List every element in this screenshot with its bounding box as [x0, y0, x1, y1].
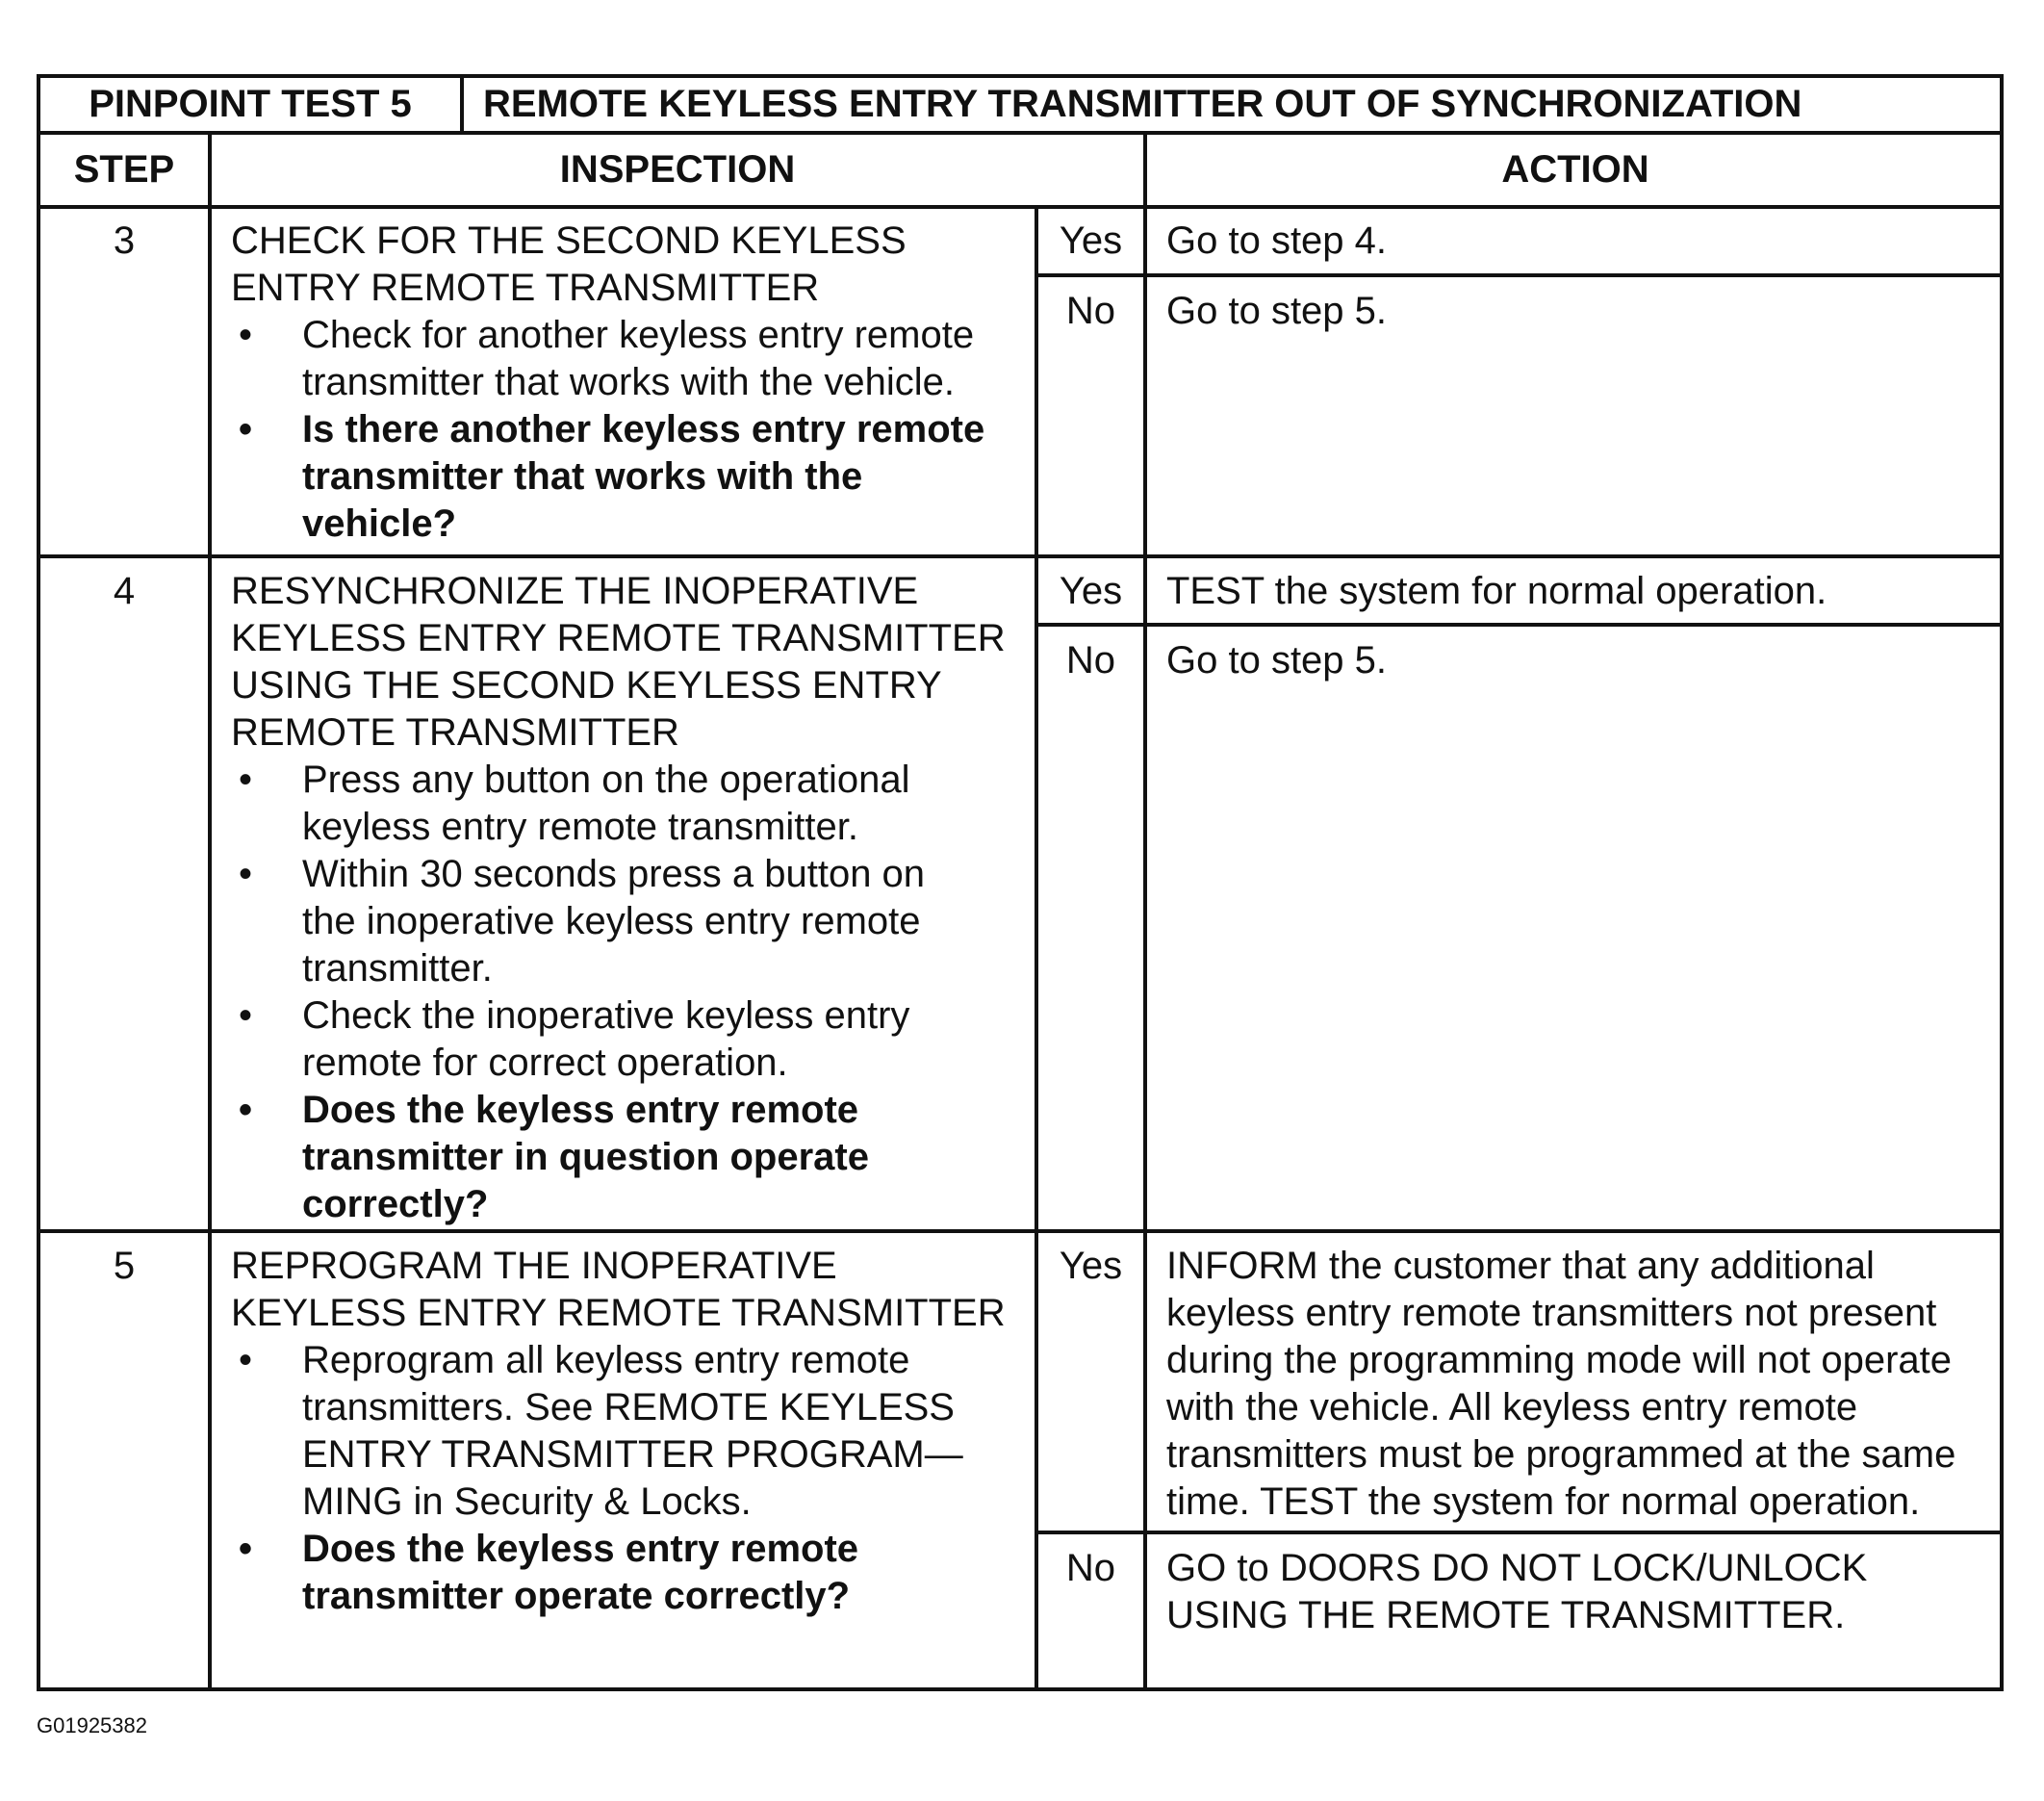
bullet-icon: • [238, 853, 252, 895]
yes-action: TEST the system for normal operation. [1166, 570, 1827, 612]
bullet-icon: • [238, 994, 252, 1037]
no-label: No [1065, 1547, 1116, 1589]
column-header-action: ACTION [1501, 148, 1649, 191]
figure-id: G01925382 [37, 1713, 147, 1737]
rule-step4-yes-bottom [1035, 623, 2004, 627]
step-heading: CHECK FOR THE SECOND KEYLESS ENTRY REMOTE TRANSMITTER [231, 219, 907, 309]
column-header-inspection: INSPECTION [559, 148, 796, 191]
bullet-icon: • [238, 1089, 252, 1131]
no-action: GO to DOORS DO NOT LOCK/UNLOCK USING THE REMOTE TRANSMITTER. [1166, 1547, 1868, 1636]
bullet-icon: • [238, 759, 252, 801]
step-number: 3 [113, 219, 136, 262]
bullet-icon: • [238, 1528, 252, 1570]
step-number: 4 [113, 570, 136, 612]
step-heading: RESYNCHRONIZE THE INOPERATIVE KEYLESS ENTRY REMOTE TRANSMITTER USING THE SECOND KEYLESS ENTRY REMOTE TRANSMITTER [231, 570, 1006, 754]
yes-action: INFORM the customer that any additional keyless entry remote transmitters not present during the programming mode will not operate with the vehicle. All keyless entry remote transmitters must be programmed at the same time. TEST the system for normal operation. [1166, 1245, 1956, 1523]
yes-label: Yes [1059, 1245, 1123, 1287]
bullet-icon: • [238, 314, 252, 356]
step-number: 5 [113, 1245, 136, 1287]
rule-title-divider [460, 74, 464, 134]
no-label: No [1065, 290, 1116, 332]
test-title: REMOTE KEYLESS ENTRY TRANSMITTER OUT OF SYNCHRONIZATION [483, 83, 1802, 125]
rule-title-bottom [37, 131, 2004, 135]
yes-label: Yes [1059, 570, 1123, 612]
rule-step-col [208, 131, 212, 1691]
bullet-icon: • [238, 408, 252, 450]
rule-step3-bottom [37, 554, 2004, 558]
test-label: PINPOINT TEST 5 [89, 83, 412, 125]
no-label: No [1065, 639, 1116, 682]
column-header-step: STEP [73, 148, 175, 191]
no-action: Go to step 5. [1166, 290, 1388, 332]
rule-header-bottom [37, 205, 2004, 209]
no-action: Go to step 5. [1166, 639, 1388, 682]
rule-inspection-col [1035, 205, 1038, 1691]
yes-label: Yes [1059, 219, 1123, 262]
rule-step4-bottom [37, 1229, 2004, 1233]
rule-answer-col [1143, 131, 1147, 1691]
rule-step5-yes-bottom [1035, 1531, 2004, 1534]
bullet-icon: • [238, 1339, 252, 1381]
yes-action: Go to step 4. [1166, 219, 1388, 262]
rule-step3-yes-bottom [1035, 273, 2004, 277]
step-heading: REPROGRAM THE INOPERATIVE KEYLESS ENTRY REMOTE TRANSMITTER [231, 1245, 1006, 1334]
